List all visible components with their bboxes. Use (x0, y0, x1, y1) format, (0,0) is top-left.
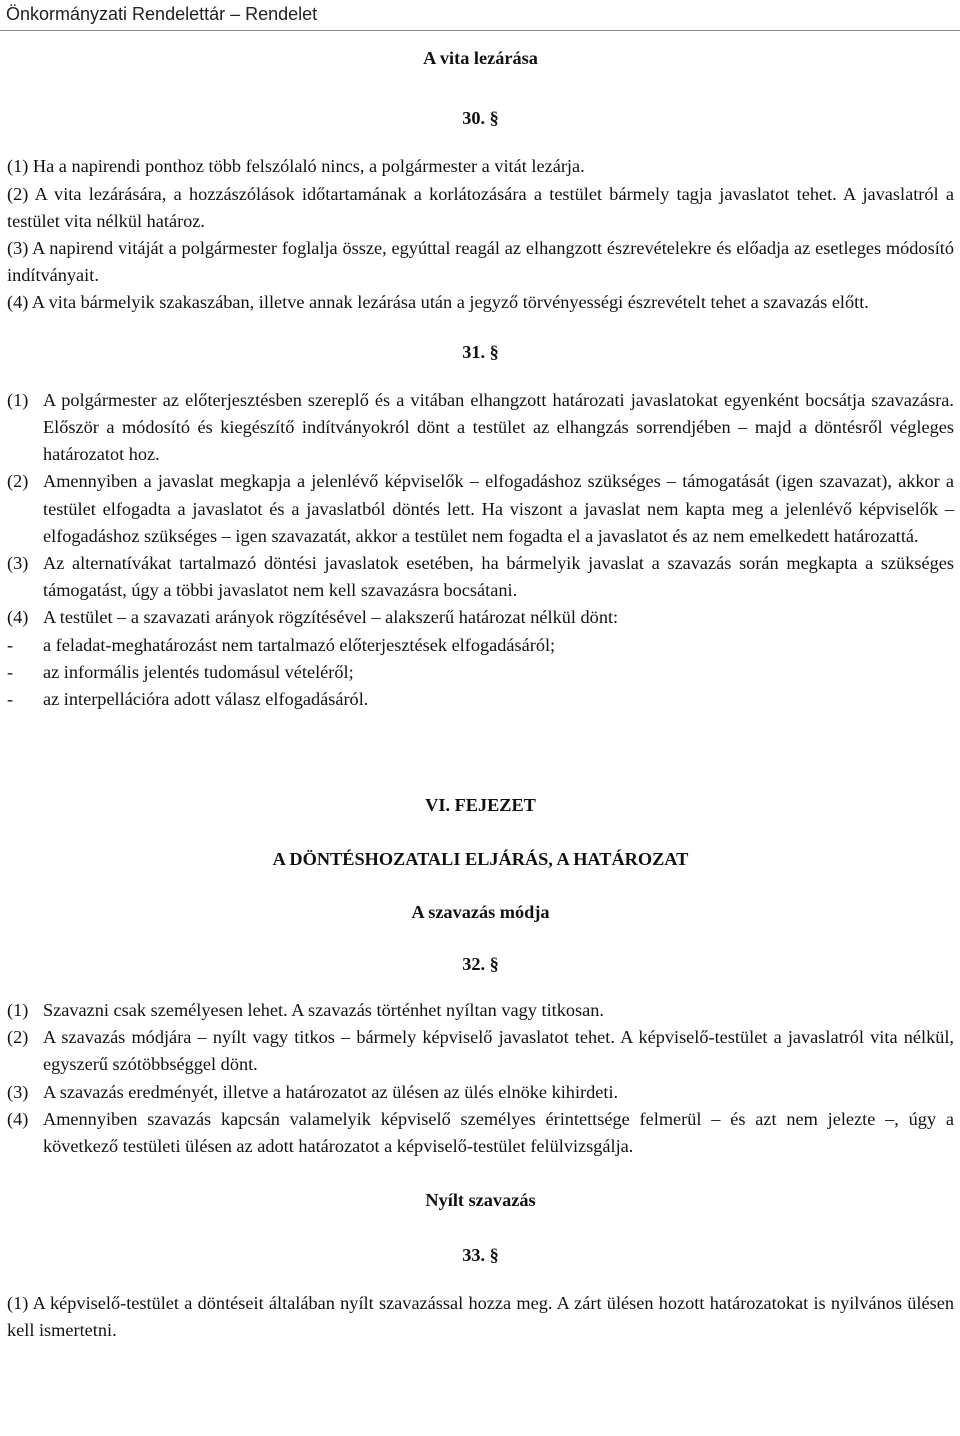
header-title: Önkormányzati Rendelettár – Rendelet (6, 4, 318, 24)
list-item (7, 997, 954, 1024)
list-item (7, 604, 954, 631)
item-text: A testület – a szavazati arányok rögzítésével – alakszerű határozat nélkül dönt: (43, 607, 619, 628)
item-number: (4) (7, 1108, 29, 1129)
list-item (7, 1024, 954, 1078)
dash-list-item (7, 686, 954, 713)
section-number-33: 33. § (462, 1244, 499, 1265)
item-number: (3) (7, 1081, 29, 1102)
section-number-31: 31. § (462, 341, 499, 362)
item-text: Az alternatívákat tartalmazó döntési javaslatok esetében, ha bármelyik javaslat a szavazás során megkapta a szükséges támogatást, úgy a többi javaslatot nem kell szavazásra bocsátani. (43, 553, 954, 601)
paragraph-30-4: (4) A vita bármelyik szakaszában, illetve annak lezárása után a jegyző törvényességi észrevételt tehet a szavazás előtt. (7, 292, 869, 313)
section-31-items (7, 387, 954, 713)
item-number: (2) (7, 1027, 29, 1048)
item-number: (1) (7, 1000, 29, 1021)
paragraph-30-1: (1) Ha a napirendi ponthoz több felszólaló nincs, a polgármester a vitát lezárja. (7, 156, 585, 177)
item-text: A szavazás eredményét, illetve a határozatot az ülésen az ülés elnöke kihirdeti. (43, 1081, 619, 1102)
item-number: (4) (7, 607, 29, 628)
dash-bullet: - (7, 689, 14, 710)
page-header (0, 0, 960, 32)
section-title-szavazas-modja: A szavazás módja (411, 901, 550, 922)
list-item (7, 1079, 954, 1106)
item-text: Amennyiben szavazás kapcsán valamelyik képviselő személyes érintettsége felmerül – és azt nem jelezte –, úgy a következő testületi ülésen az adott határozatot a képviselő-testület felülvizsgálja. (43, 1108, 954, 1157)
dash-list-item (7, 659, 954, 686)
item-number: (1) (7, 389, 29, 410)
paragraph-30-3: (3) A napirend vitáját a polgármester foglalja össze, egyúttal reagál az elhangzott észrevételekre és előadja az esetleges módosító indítványait. (7, 238, 954, 286)
section-number-32: 32. § (462, 953, 499, 974)
item-number: (2) (7, 471, 29, 492)
list-item (7, 1106, 954, 1160)
document-body (7, 42, 954, 1344)
chapter-number: VI. FEJEZET (425, 795, 536, 816)
dash-item-text: az interpellációra adott válasz elfogadásáról. (43, 689, 369, 710)
list-item (7, 550, 954, 604)
item-number: (3) (7, 553, 29, 574)
dash-list-item (7, 632, 954, 659)
section-title-nyilt-szavazas: Nyílt szavazás (425, 1190, 536, 1211)
item-text: Szavazni csak személyesen lehet. A szavazás történhet nyíltan vagy titkosan. (43, 1000, 604, 1021)
list-item (7, 468, 954, 550)
item-text: A polgármester az előterjesztésben szereplő és a vitában elhangzott határozati javaslatokat egyenként bocsátja szavazásra. Először a módosító és kiegészítő indítványokról dönt a testület az elhangzás sorrendjében – majd a döntésről végleges határozatot hoz. (43, 389, 954, 465)
section-number-30: 30. § (462, 108, 499, 129)
section-title-vita-lezarasa: A vita lezárása (423, 48, 538, 68)
paragraph-33-1: (1) A képviselő-testület a döntéseit általában nyílt szavazással hozza meg. A zárt ülésen hozott határozatokat is nyilvános ülésen kell ismertetni. (7, 1292, 954, 1340)
list-item (7, 387, 954, 469)
item-text: A szavazás módjára – nyílt vagy titkos – bármely képviselő javaslatot tehet. A képviselő-testület a javaslatról vita nélkül, egyszerű szótöbbséggel dönt. (43, 1027, 954, 1075)
item-text: Amennyiben a javaslat megkapja a jelenlévő képviselők – elfogadáshoz szükséges – támogatását (igen szavazat), akkor a testület elfogadta a javaslatot és a javaslatból döntés lett. Ha viszont a javaslat nem kapta meg a jelenlévő képviselők – elfogadáshoz szükséges – igen szavazatát, akkor a testület nem fogadta el a javaslatot és az nem emelkedett határozattá. (43, 471, 954, 546)
dash-bullet: - (7, 634, 14, 655)
header-divider (0, 30, 960, 31)
dash-bullet: - (7, 661, 14, 682)
section-32-items (7, 997, 954, 1160)
dash-item-text: a feladat-meghatározást nem tartalmazó előterjesztések elfogadásáról; (43, 634, 556, 655)
chapter-title: A DÖNTÉSHOZATALI ELJÁRÁS, A HATÁROZAT (272, 849, 689, 870)
paragraph-30-2: (2) A vita lezárására, a hozzászólások időtartamának a korlátozására a testület bármely tagja javaslatot tehet. A javaslatról a testület vita nélkül határoz. (7, 183, 954, 231)
dash-item-text: az informális jelentés tudomásul vételéről; (43, 661, 354, 682)
